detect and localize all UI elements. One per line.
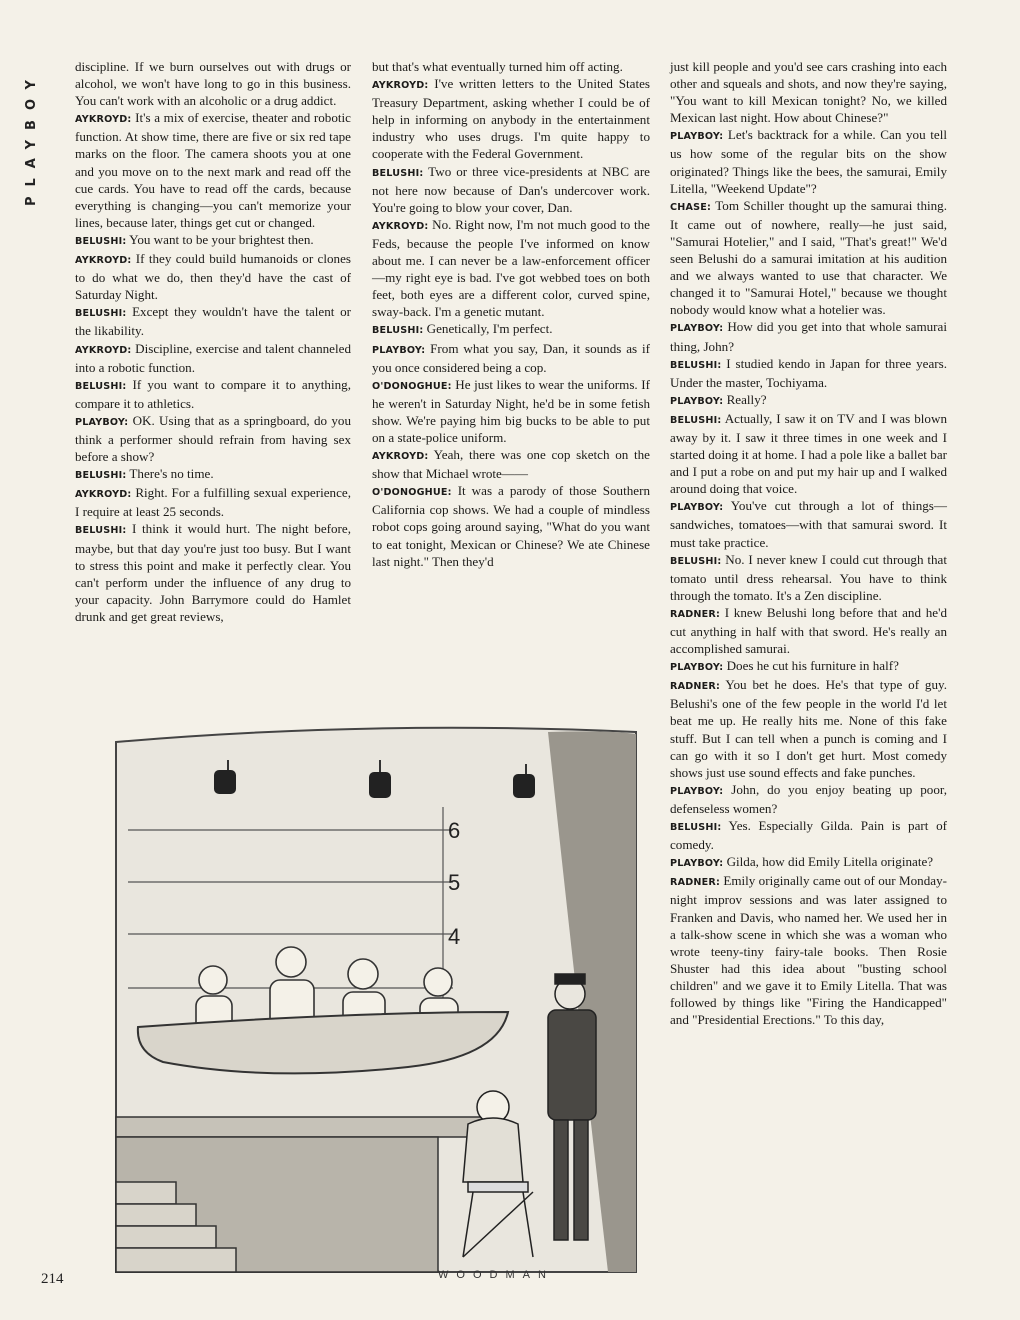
- paragraph: [670, 355, 947, 391]
- paragraph: [670, 853, 947, 872]
- paragraph: [75, 303, 351, 339]
- speaker-name: PLAYBOY:: [75, 416, 129, 428]
- paragraph-text: Except they wouldn't have the talent or the likability.: [75, 304, 351, 339]
- height-mark-5: 5: [448, 870, 461, 895]
- paragraph-text: You've cut through a lot of things—sandwiches, tomatoes—with that samurai sword. It must take practice.: [670, 498, 947, 550]
- page-number: 214: [41, 1271, 64, 1287]
- paragraph: [75, 376, 351, 412]
- paragraph: [75, 465, 351, 484]
- paragraph-text: discipline. If we burn ourselves out with drugs or alcohol, we won't have long to go in this business. You can't work with an alcoholic or a drug addict.: [75, 59, 351, 109]
- paragraph: [75, 58, 351, 109]
- paragraph-text: No. Right now, I'm not much good to the Feds, because the people I've informed on know about me. I can never be a law-enforcement officer—my right eye is bad. I've got webbed toes on both feet, both eyes are a different color, curved spine, sway-back. I'm a genetic mutant.: [372, 216, 650, 320]
- paragraph-text: John, do you enjoy beating up poor, defenseless women?: [670, 781, 948, 816]
- speaker-name: RADNER:: [670, 877, 720, 889]
- paragraph-text: I knew Belushi long before that and he'd cut anything in half with that sword. He's really an accomplished samurai.: [670, 604, 947, 657]
- paragraph-text: No. I never knew I could cut through that tomato until dress rehearsal. You have to think through the tomato. It's a Zen discipline.: [670, 551, 947, 603]
- paragraph: [670, 604, 947, 657]
- speaker-name: PLAYBOY:: [670, 131, 724, 143]
- speaker-name: RADNER:: [670, 681, 720, 693]
- paragraph: [670, 391, 947, 410]
- speaker-name: CHASE:: [670, 201, 711, 213]
- paragraph-text: Yes. Especially Gilda. Pain is part of comedy.: [670, 818, 947, 853]
- paragraph-text: It's a mix of exercise, theater and robotic function. At show time, there are five or six red tape marks on the floor. The camera shoots you at one and you move on to the next mark and read off the cue cards. You have to read off the cards, because everything is changing—you can't memorize your lines, because later, things get cut or changed.: [75, 110, 351, 230]
- paragraph-text: Gilda, how did Emily Litella originate?: [726, 854, 934, 870]
- paragraph: [670, 197, 947, 319]
- paragraph-text: If they could build humanoids or clones to do what we do, then they'd have the cast of Saturday Night.: [75, 251, 351, 303]
- paragraph: [372, 446, 650, 482]
- paragraph: [372, 58, 650, 75]
- paragraph-text: Discipline, exercise and talent channeled into a robotic function.: [75, 340, 351, 375]
- paragraph-text: It was a parody of those Southern California cop shows. We had a couple of mindless robot cops going around saying, "What do you want to eat tonight, Mexican or Chinese? We ate Chinese last night." Then they'd: [372, 483, 650, 569]
- height-mark-6: 6: [448, 818, 461, 843]
- speaker-name: BELUSHI:: [670, 822, 722, 834]
- speaker-name: PLAYBOY:: [670, 395, 724, 407]
- speaker-name: BELUSHI:: [670, 359, 722, 371]
- text-column-2: [372, 58, 650, 570]
- paragraph: [670, 410, 947, 497]
- paragraph-text: but that's what eventually turned him off acting.: [372, 59, 623, 74]
- paragraph-text: From what you say, Dan, it sounds as if you once considered being a cop.: [372, 340, 650, 375]
- paragraph-text: I've written letters to the United States Treasury Department, asking whether I could be of help in informing on anybody in the entertainment industry who uses drugs. I'm quite happy to cooperate with the Federal Government.: [372, 76, 650, 162]
- paragraph: [372, 163, 650, 216]
- paragraph-text: Tom Schiller thought up the samurai thing. It came out of nowhere, really—he just said, "Samurai Hotelier," and I said, "That's great!" We'd seen Belushi do a samurai imitation at his audition and we always wanted to use that character. We changed it to "Samurai Hotel," because we thought nobody would know what a hotelier was.: [670, 197, 947, 318]
- speaker-name: BELUSHI:: [75, 235, 127, 247]
- speaker-name: PLAYBOY:: [670, 858, 724, 870]
- paragraph: [75, 520, 351, 625]
- speaker-name: BELUSHI:: [75, 308, 127, 320]
- speaker-name: BELUSHI:: [670, 414, 722, 426]
- speaker-name: BELUSHI:: [372, 167, 424, 179]
- paragraph-text: Two or three vice-presidents at NBC are not here now because of Dan's undercover work. You're going to blow your cover, Dan.: [372, 163, 650, 215]
- speaker-name: AYKROYD:: [75, 114, 132, 126]
- text-column-1: [75, 58, 351, 625]
- paragraph-text: just kill people and you'd see cars crashing into each other and squeals and shots, and now they're saying, "You want to kill Mexican tonight? No, we killed Mexican last night. How about Chinese?": [670, 59, 947, 126]
- paragraph-text: I studied kendo in Japan for three years. Under the master, Tochiyama.: [670, 355, 947, 390]
- paragraph: [670, 872, 947, 1028]
- paragraph: [372, 216, 650, 321]
- speaker-name: AYKROYD:: [372, 451, 429, 463]
- speaker-name: AYKROYD:: [372, 80, 429, 92]
- speaker-name: PLAYBOY:: [670, 323, 724, 335]
- paragraph: [670, 126, 947, 196]
- paragraph: [670, 551, 947, 604]
- speaker-name: AYKROYD:: [75, 489, 132, 501]
- cartoonist-signature: WOODMAN: [438, 1269, 554, 1281]
- paragraph: [372, 340, 650, 376]
- paragraph: [372, 376, 650, 446]
- paragraph: [670, 817, 947, 853]
- paragraph-text: You bet he does. He's that type of guy. Belushi's one of the few people in the world I'd let beat me up. He really hits me. None of this fake stuff. But I can tell when a punch is coming and I can go with it so I don't get hurt. Most comedy shows just use sound effects and fake punches.: [670, 677, 947, 780]
- paragraph-text: Emily originally came out of our Monday-night improv sessions and was later assigned to Franken and Davis, who named her. We used her in a talk-show scene in which she was a woman who wrote teeny-tiny fairy-tale books. Then Rosie Shuster had this idea about "busting school children" and we gave it to Emily Litella. That was followed by things like "Firing the Handicapped" and "Presidential Erections." To this day,: [670, 873, 947, 1028]
- paragraph: [670, 657, 947, 676]
- paragraph: [670, 781, 947, 817]
- speaker-name: PLAYBOY:: [670, 662, 724, 674]
- speaker-name: BELUSHI:: [75, 470, 127, 482]
- speaker-name: PLAYBOY:: [372, 344, 426, 356]
- cartoon-illustration: [108, 712, 640, 1292]
- paragraph-text: If you want to compare it to anything, compare it to athletics.: [75, 376, 351, 411]
- speaker-name: BELUSHI:: [670, 555, 722, 567]
- speaker-name: AYKROYD:: [372, 220, 429, 232]
- speaker-name: AYKROYD:: [75, 344, 132, 356]
- paragraph: [372, 482, 650, 569]
- paragraph: [670, 676, 947, 781]
- paragraph-text: Genetically, I'm perfect.: [426, 321, 553, 337]
- paragraph-text: I think it would hurt. The night before, maybe, but that day you're just too busy. But I want to stress this point and make it perfectly clear. You can't perform under the influence of any drug to your capacity. John Barrymore could do Hamlet drunk and get great reviews,: [75, 521, 351, 624]
- paragraph: [75, 250, 351, 303]
- speaker-name: O'DONOGHUE:: [372, 487, 452, 499]
- paragraph-text: He just likes to wear the uniforms. If he weren't in Saturday Night, he'd be in some fetish show. We're paying him big bucks to be able to put on a state-police uniform.: [372, 376, 650, 445]
- paragraph: [372, 75, 650, 162]
- paragraph-text: Actually, I saw it on TV and I was blown away by it. I saw it three times in one week and I started doing it at home. I had a pole like a ballet bar and I put a robe on and put my hair up and I walked around doing that voice.: [670, 410, 947, 497]
- paragraph-text: Does he cut his furniture in half?: [726, 658, 899, 674]
- speaker-name: O'DONOGHUE:: [372, 380, 452, 392]
- paragraph-text: There's no time.: [129, 466, 214, 482]
- paragraph-text: You want to be your brightest then.: [129, 231, 314, 247]
- paragraph-text: Let's backtrack for a while. Can you tell us how some of the regular bits on the show originated? Things like the bees, the samurai, Emily Litella, "Weekend Update"?: [670, 127, 947, 196]
- paragraph: [372, 320, 650, 339]
- paragraph-text: Really?: [726, 391, 767, 407]
- paragraph: [670, 497, 947, 550]
- paragraph: [75, 231, 351, 250]
- paragraph: [75, 109, 351, 231]
- paragraph-text: Right. For a fulfilling sexual experience, I require at least 25 seconds.: [75, 485, 351, 520]
- magazine-title-vertical: PLAYBOY: [24, 70, 39, 206]
- paragraph: [75, 412, 351, 465]
- speaker-name: BELUSHI:: [372, 325, 424, 337]
- speaker-name: RADNER:: [670, 608, 720, 620]
- paragraph: [75, 340, 351, 376]
- paragraph-text: How did you get into that whole samurai thing, John?: [670, 319, 947, 354]
- paragraph-text: Yeah, there was one cop sketch on the show that Michael wrote——: [372, 447, 650, 482]
- speaker-name: AYKROYD:: [75, 255, 132, 267]
- speaker-name: BELUSHI:: [75, 380, 127, 392]
- text-column-3: [670, 58, 947, 1028]
- cartoon-drawing: [108, 712, 640, 1292]
- paragraph: [670, 58, 947, 126]
- stage-edge: [116, 1117, 488, 1137]
- speaker-name: BELUSHI:: [75, 525, 127, 537]
- speaker-name: PLAYBOY:: [670, 785, 724, 797]
- speaker-name: PLAYBOY:: [670, 502, 724, 514]
- height-mark-4: 4: [448, 924, 461, 949]
- paragraph-text: OK. Using that as a springboard, do you think a performer should refrain from having sex before a show?: [75, 412, 351, 465]
- paragraph: [670, 318, 947, 354]
- paragraph: [75, 484, 351, 520]
